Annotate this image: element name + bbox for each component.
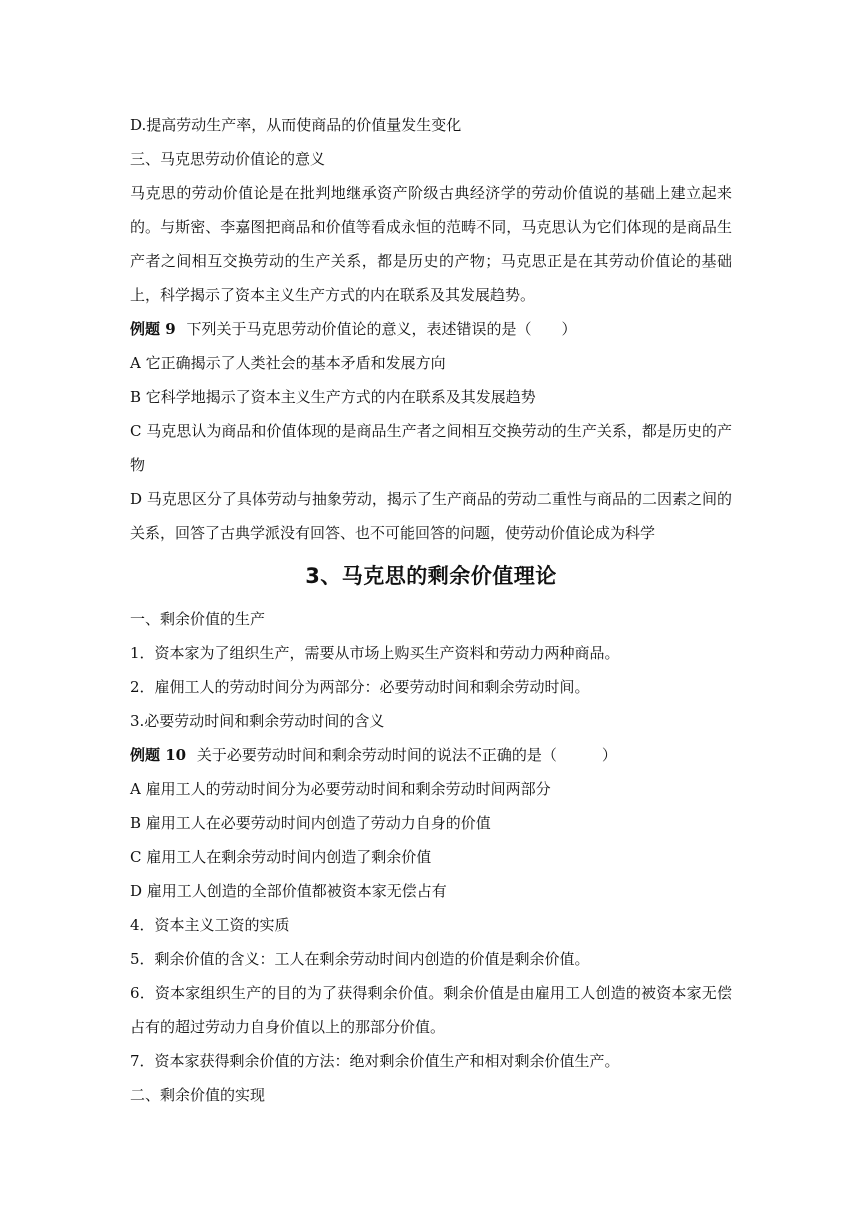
option-d-previous: D.提高劳动生产率，从而使商品的价值量发生变化 bbox=[130, 116, 462, 134]
example-9-option-b: B 它科学地揭示了资本主义生产方式的内在联系及其发展趋势 bbox=[130, 388, 536, 406]
example-9-option-c: C 马克思认为商品和价值体现的是商品生产者之间相互交换劳动的生产关系，都是历史的产物 bbox=[130, 422, 732, 474]
list-item-3: 3.必要劳动时间和剩余劳动时间的含义 bbox=[130, 712, 385, 730]
example-9-text: 下列关于马克思劳动价值论的意义，表述错误的是（ ） bbox=[186, 320, 577, 338]
section-title: 3、马克思的剩余价值理论 bbox=[305, 564, 557, 588]
list-item-7: 7．资本家获得剩余价值的方法：绝对剩余价值生产和相对剩余价值生产。 bbox=[130, 1052, 620, 1070]
example-10-text: 关于必要劳动时间和剩余劳动时间的说法不正确的是（ ） bbox=[196, 746, 617, 764]
paragraph-significance: 马克思的劳动价值论是在批判地继承资产阶级古典经济学的劳动价值说的基础上建立起来的。与斯密、李嘉图把商品和价值等看成永恒的范畴不同，马克思认为它们体现的是商品生产者之间相互交换劳动的生产关系，都是历史的产物；马克思正是在其劳动价值论的基础上，科学揭示了资本主义生产方式的内在联系及其发展趋势。 bbox=[130, 184, 732, 304]
list-item-5: 5．剩余价值的含义：工人在剩余劳动时间内创造的价值是剩余价值。 bbox=[130, 950, 590, 968]
example-9-option-d: D 马克思区分了具体劳动与抽象劳动，揭示了生产商品的劳动二重性与商品的二因素之间的关系，回答了古典学派没有回答、也不可能回答的问题，使劳动价值论成为科学 bbox=[130, 490, 732, 542]
heading-realization: 二、剩余价值的实现 bbox=[130, 1086, 266, 1104]
example-10-label: 例题 10 bbox=[130, 746, 187, 764]
list-item-1: 1．资本家为了组织生产，需要从市场上购买生产资料和劳动力两种商品。 bbox=[130, 644, 620, 662]
example-9-question bbox=[130, 312, 732, 346]
document-body bbox=[130, 108, 732, 1112]
example-10-question bbox=[130, 738, 732, 772]
list-item-6: 6．资本家组织生产的目的为了获得剩余价值。剩余价值是由雇用工人创造的被资本家无偿占有的超过劳动力自身价值以上的那部分价值。 bbox=[130, 984, 732, 1036]
example-9-label: 例题 9 bbox=[130, 320, 176, 338]
heading-production: 一、剩余价值的生产 bbox=[130, 610, 266, 628]
example-10-option-a: A 雇用工人的劳动时间分为必要劳动时间和剩余劳动时间两部分 bbox=[130, 780, 551, 798]
list-item-4: 4．资本主义工资的实质 bbox=[130, 916, 290, 934]
heading-significance: 三、马克思劳动价值论的意义 bbox=[130, 150, 326, 168]
example-10-option-d: D 雇用工人创造的全部价值都被资本家无偿占有 bbox=[130, 882, 447, 900]
example-10-option-c: C 雇用工人在剩余劳动时间内创造了剩余价值 bbox=[130, 848, 432, 866]
list-item-2: 2．雇佣工人的劳动时间分为两部分：必要劳动时间和剩余劳动时间。 bbox=[130, 678, 590, 696]
example-10-option-b: B 雇用工人在必要劳动时间内创造了劳动力自身的价值 bbox=[130, 814, 491, 832]
example-9-option-a: A 它正确揭示了人类社会的基本矛盾和发展方向 bbox=[130, 354, 446, 372]
